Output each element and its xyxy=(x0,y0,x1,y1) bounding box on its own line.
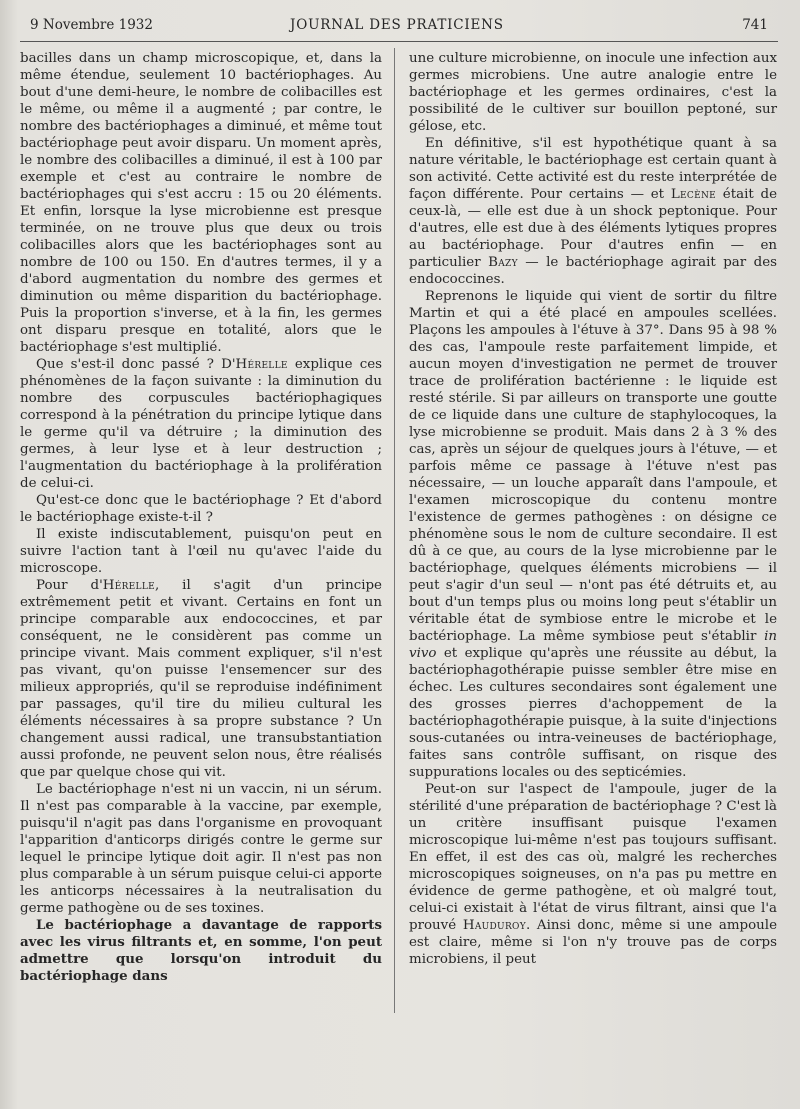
author-name: Hérelle xyxy=(102,578,155,593)
paragraph: Que s'est-il donc passé ? D'Hérelle explique ces phénomènes de la façon suivante : la diminution du nombre des corpuscules bactériophagiques correspond à la pénétration du principe lytique dans le germe qu'il va détruire ; la diminution des germes, à leur lyse et à leur destruction ; l'augmentation du bactériophage à la prolifération de celui-ci. xyxy=(20,357,382,491)
left-column xyxy=(20,50,382,985)
journal-title: JOURNAL DES PRATICIENS xyxy=(290,17,504,33)
column-divider xyxy=(394,48,395,1013)
paragraph: Reprenons le liquide qui vient de sortir du filtre Martin et qui a été placé en ampoules scellées. Plaçons les ampoules à l'étuve à 37°. Dans 95 à 98 % des cas, l'ampoule reste parfaitement limpide, et aucun moyen d'investigation ne permet de trouver trace de prolifération bactérienne : le liquide est resté stérile. Si par ailleurs on transporte une goutte de ce liquide dans une culture de staphylocoques, la lyse microbienne se produit. Mais dans 2 à 3 % des cas, après un séjour de quelques jours à l'étuve, — et parfois même ce passage à l'étuve n'est pas nécessaire, — un louche apparaît dans l'ampoule, et l'examen microscopique du contenu montre l'existence de germes pathogènes : on désigne ce phénomène sous le nom de culture secondaire. Il est dû à ce que, au cours de la lyse microbienne par le bactériophage, quelques éléments microbiens — il peut s'agir d'un seul — n'ont pas été détruits et, au bout d'un temps plus ou moins long peut s'établir un véritable état de symbiose entre le microbe et le bactériophage. La même symbiose peut s'établir in vivo et explique qu'après une réussite au début, la bactériophagothérapie puisse sembler être mise en échec. Les cultures secondaires sont également une des grosses pierres d'achoppement de la bactériophagothérapie puisque, à la suite d'injections sous-cutanées ou intra-veineuses de bactériophage, faites sans contrôle suffisant, on risque des suppurations locales ou des septicémies. xyxy=(409,289,777,780)
issue-date: 9 Novembre 1932 xyxy=(30,17,153,33)
header-rule xyxy=(20,41,778,42)
paragraph: En définitive, s'il est hypothétique quant à sa nature véritable, le bactériophage est certain quant à son activité. Cette activité est du reste interprétée de façon différente. Pour certains — et Lecène était de ceux-là, — elle est due à un shock peptonique. Pour d'autres, elle est due à des éléments lytiques propres au bactériophage. Pour d'autres enfin — en particulier Bazy — le bactériophage agirait par des endococcines. xyxy=(409,136,778,287)
running-header xyxy=(20,17,778,41)
paragraph: Le bactériophage n'est ni un vaccin, ni un sérum. Il n'est pas comparable à la vaccine, par exemple, puisqu'il n'agit pas dans l'organisme en provoquant l'apparition d'anticorps dirigés contre le germe sur lequel le principe lytique doit agir. Il n'est pas non plus comparable à un sérum puisque celui-ci apporte les anticorps nécessaires à la neutralisation du germe pathogène ou de ses toxines. xyxy=(20,782,382,916)
paragraph: une culture microbienne, on inocule une infection aux germes microbiens. Une autre analogie entre le bactériophage et les germes ordinaires, c'est la possibilité de le cultiver sur bouillon peptoné, sur gélose, etc. xyxy=(409,51,777,134)
paragraph: bacilles dans un champ microscopique, et, dans la même étendue, seulement 10 bactériophages. Au bout d'une demi-heure, le nombre de colibacilles est le même, ou même il a augmenté ; par contre, le nombre des bactériophages a diminué, et même tout bactériophage peut avoir disparu. Un moment après, le nombre des colibacilles a diminué, il est à 100 par exemple et c'est au contraire le nombre de bactériophages qui s'est accru : 15 ou 20 éléments. Et enfin, lorsque la lyse microbienne est presque terminée, on ne trouve plus que deux ou trois colibacilles alors que les bactériophages sont au nombre de 100 ou 150. En d'autres termes, il y a d'abord augmentation du nombre des germes et diminution ou même disparition du bactériophage. Puis la proportion s'inverse, et à la fin, les germes ont disparu presque en totalité, alors que le bactériophage s'est multiplié. xyxy=(20,51,382,355)
page-number: 741 xyxy=(742,17,768,33)
paragraph: Pour d'Hérelle, il s'agit d'un principe extrêmement petit et vivant. Certains en font un principe comparable aux endococcines, et par conséquent, ne le considèrent pas comme un principe vivant. Mais comment expliquer, s'il n'est pas vivant, qu'on puisse l'ensemencer sur des milieux appropriés, qu'il se reproduise indéfiniment par passages, qu'il tire du milieu cultural les éléments nécessaires à sa propre substance ? Un changement aussi radical, une transubstantiation aussi profonde, ne peuvent selon nous, être réalisés que par quelque chose qui vit. xyxy=(20,578,382,780)
author-name: Bazy xyxy=(488,255,518,270)
paragraph: Il existe indiscutablement, puisqu'on peut en suivre l'action tant à l'œil nu qu'avec l'aide du microscope. xyxy=(20,527,382,576)
latin-term: in vivo xyxy=(409,629,777,661)
author-name: Hérelle xyxy=(235,357,288,372)
paragraph: Le bactériophage a davantage de rapports avec les virus filtrants et, en somme, l'on peut admettre que lorsqu'on introduit du bactériophage dans xyxy=(20,917,382,984)
paragraph: Qu'est-ce donc que le bactériophage ? Et d'abord le bactériophage existe-t-il ? xyxy=(20,493,382,525)
right-column xyxy=(409,50,777,968)
author-name: Hauduroy xyxy=(462,918,526,933)
author-name: Lecène xyxy=(670,187,716,202)
paragraph: Peut-on sur l'aspect de l'ampoule, juger de la stérilité d'une préparation de bactériophage ? C'est là un critère insuffisant puisque l'examen microscopique lui-même n'est pas toujours suffisant. En effet, il est des cas où, malgré les recherches microscopiques soigneuses, on n'a pas pu mettre en évidence de germe pathogène, et où malgré tout, celui-ci existait à l'état de virus filtrant, ainsi que l'a prouvé Hauduroy. Ainsi donc, même si une ampoule est claire, même si l'on n'y trouve pas de corps microbiens, il peut xyxy=(409,782,777,967)
